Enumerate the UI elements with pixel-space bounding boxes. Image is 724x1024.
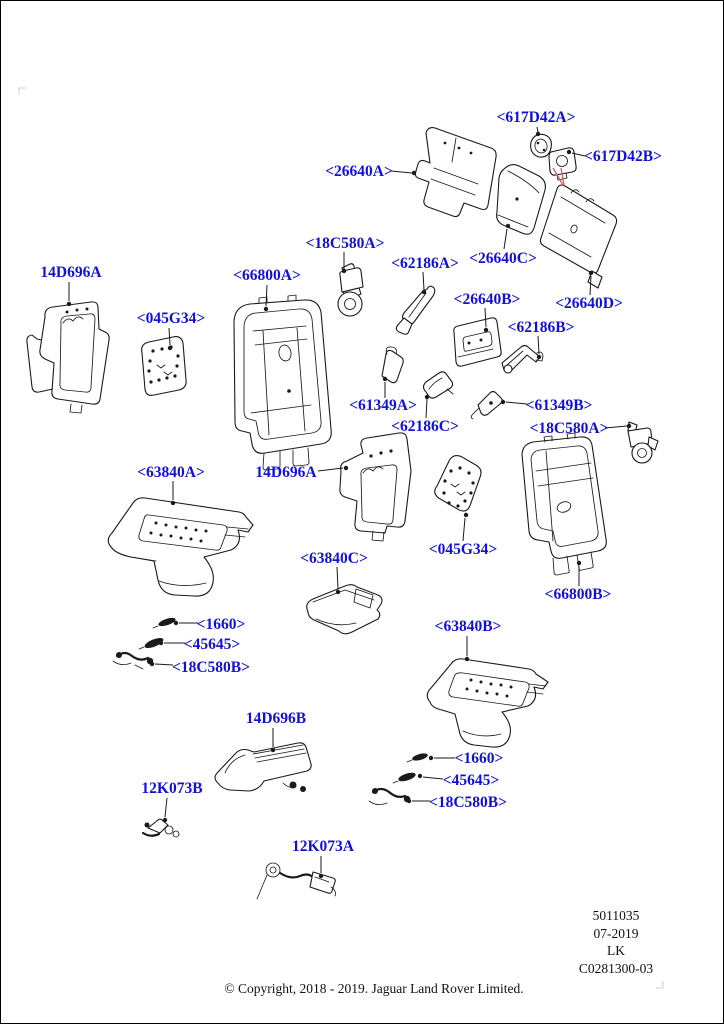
leader-line [165,798,167,817]
leader-line [504,229,507,249]
plate-code: LK [607,943,625,959]
leader-dot [163,818,167,822]
part-label: 14D696B [245,710,307,727]
part-label: <617D42B> [584,148,662,165]
part-label: <45645> [183,636,241,653]
leader-dot [271,748,275,752]
part-26640C-drawing [497,165,546,235]
part-label: <61349B> [525,397,593,414]
part-26640D-drawing [540,185,616,288]
leader-dot [536,132,540,136]
drawing-reference-plate [536,907,696,978]
leader-dot [501,400,505,404]
part-61349B-drawing [471,392,502,420]
leader-line [506,402,527,404]
part-62186B-drawing [502,346,543,374]
plate-date: 07-2019 [593,925,639,941]
part-18C580B-left-drawing [113,652,153,669]
leader-dot [577,561,581,565]
part-label: <1660> [454,750,504,767]
part-label: <63840A> [137,464,205,481]
parts-diagram [1,1,724,1024]
leader-dot [264,307,268,311]
part-label: <18C580A> [529,420,609,437]
leader-dot [171,501,175,505]
leader-dot [150,662,154,666]
part-617D42A-drawing [531,134,552,157]
leader-dot [425,395,429,399]
leader-dot [159,641,163,645]
leader-dot [464,513,468,517]
part-14D696B-drawing [215,743,311,792]
part-label: <617D42A> [496,109,576,126]
part-label: <45645> [442,772,500,789]
part-label: <62186C> [391,418,459,435]
part-1660-left-drawing [153,616,177,628]
part-18C580A-left-drawing [338,264,363,316]
part-45645-right-drawing [393,771,417,783]
part-12K073B-drawing [143,819,179,837]
leader-dot [336,590,340,594]
leader-dot [168,346,172,350]
leader-line [337,567,338,589]
part-26640B-drawing [454,318,501,366]
part-label: <62186B> [507,319,575,336]
leader-dot [342,269,346,273]
part-label: <18C580A> [305,235,385,252]
leader-dot [412,171,416,175]
leader-dot [537,355,541,359]
part-14D696A-left-drawing [27,302,109,413]
part-045G34-right-drawing [430,452,486,514]
leader-line [423,777,443,779]
part-26640A-drawing [415,128,496,217]
leader-dot [418,774,422,778]
part-62186A-drawing [396,286,434,334]
part-label: <66800B> [544,586,612,603]
part-18C580B-right-drawing [369,788,410,805]
part-label: <18C580B> [429,794,507,811]
copyright-notice: © Copyright, 2018 - 2019. Jaguar Land Rover Limited. [224,981,524,996]
leader-dot [383,377,387,381]
part-label: <1660> [196,616,246,633]
part-label: <26640A> [325,163,393,180]
leader-dot [506,224,510,228]
part-label: 12K073B [141,780,203,797]
part-label: <61349A> [349,397,417,414]
part-label: <63840B> [434,618,502,635]
leader-dot [422,290,426,294]
part-14D696A-center-drawing [340,433,411,541]
part-label: 14D696A [255,464,317,481]
part-label: <26640B> [453,291,521,308]
leader-dot [67,302,71,306]
leader-line [463,518,465,541]
leader-dot [484,328,488,332]
part-label: 14D696A [40,264,102,281]
part-label: <26640D> [555,295,623,312]
leader-dot [407,799,411,803]
leader-dot [465,657,469,661]
leader-line [423,272,424,290]
part-label: <045G34> [136,310,206,327]
part-label: <63840C> [300,550,368,567]
part-label: <18C580B> [172,659,250,676]
leader-dot [174,621,178,625]
leader-dot [627,424,631,428]
leader-line [426,399,427,418]
part-63840C-drawing [307,585,382,634]
part-12K073A-drawing [257,863,336,899]
plate-drawing-number: 5011035 [592,908,640,923]
part-66800A-drawing [234,295,331,470]
part-18C580A-right-drawing [628,422,658,463]
leader-dot [344,466,348,470]
leader-line [538,336,539,354]
part-66800B-drawing [522,433,606,575]
part-63840A-drawing [108,498,253,596]
leader-line [155,664,173,665]
part-label: <66800A> [233,267,301,284]
part-1660-right-drawing [407,752,429,762]
part-62186C-drawing [424,372,454,398]
leader-line [537,127,538,132]
part-63840B-drawing [427,659,548,747]
part-label: 12K073A [292,838,354,855]
leader-dot [429,756,433,760]
leader-dot [567,150,571,154]
leader-line [391,171,412,173]
part-label: <045G34> [428,541,498,558]
leader-dot [589,271,593,275]
part-label: <26640C> [469,250,537,267]
plate-reference: C0281300-03 [578,961,654,977]
part-045G34-left-drawing [142,337,186,396]
part-label: <62186A> [391,255,459,272]
corner-mark-top-left [19,88,26,95]
leader-dot [319,874,323,878]
leader-line [318,468,343,471]
